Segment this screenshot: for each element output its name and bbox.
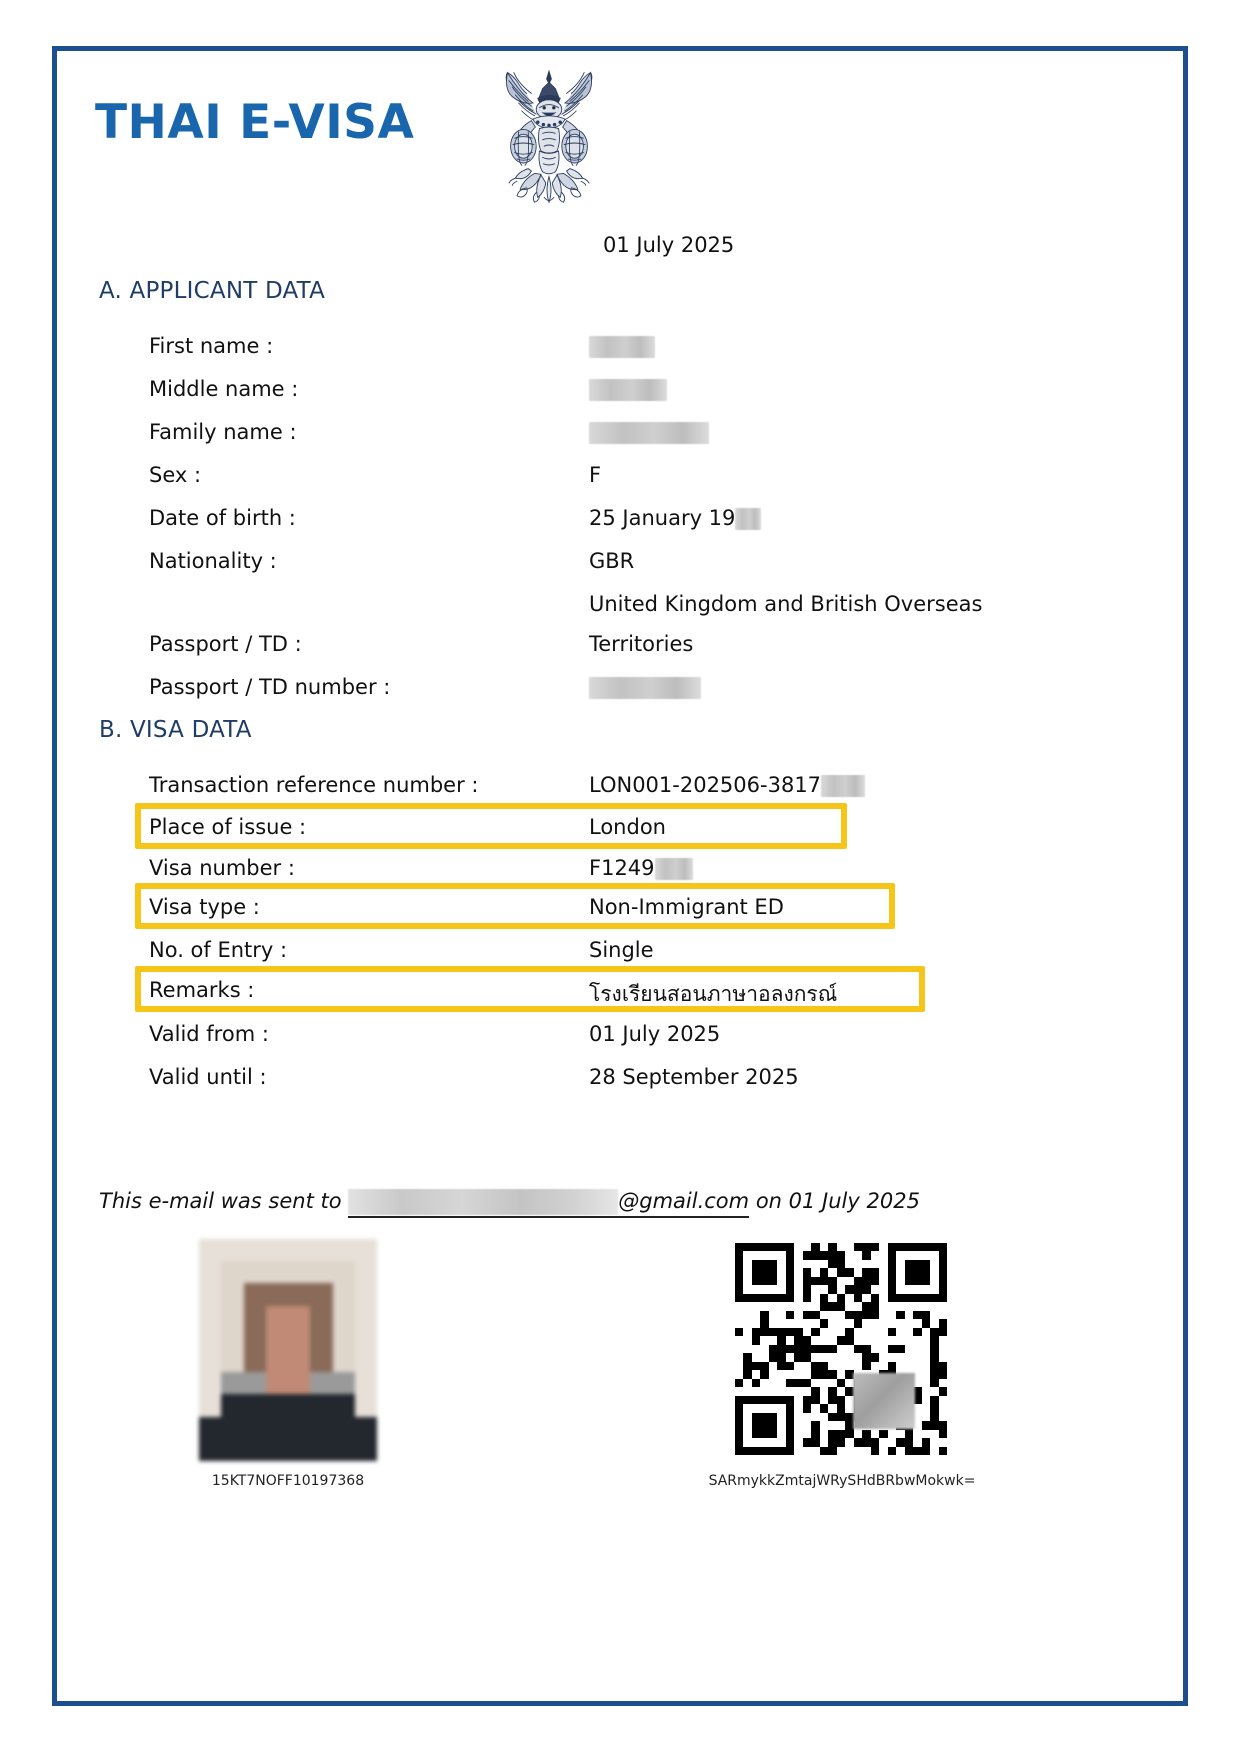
row-sex	[149, 455, 1129, 497]
page-title: THAI E-VISA	[95, 95, 415, 150]
row-valid-until	[149, 1057, 1129, 1099]
row-valid-from	[149, 1014, 1129, 1056]
label-valid-from: Valid from :	[149, 1022, 269, 1046]
row-passport-td-number	[149, 667, 1129, 709]
value-date-of-birth-text: 25 January 19	[589, 506, 736, 530]
redaction-block-email-local-part	[348, 1189, 618, 1215]
redaction-block-family-name	[589, 422, 709, 444]
email-address-link[interactable]	[348, 1189, 749, 1218]
row-place-of-issue	[149, 807, 1129, 849]
email-notice-prefix: This e-mail was sent to	[99, 1189, 342, 1213]
label-place-of-issue: Place of issue :	[149, 815, 307, 839]
qr-caption: SARmykkZmtajWRySHdBRbwMokwk=	[708, 1473, 976, 1489]
value-valid-from: 01 July 2025	[589, 1022, 721, 1046]
value-first-name	[589, 334, 655, 358]
value-visa-number-text: F1249	[589, 856, 655, 880]
value-sex: F	[589, 463, 602, 487]
redaction-block-transaction-reference	[821, 775, 865, 797]
value-date-of-birth	[589, 506, 761, 530]
row-first-name	[149, 326, 1129, 368]
qr-code-modules	[735, 1243, 947, 1455]
value-transaction-reference-number	[589, 773, 865, 797]
row-visa-number	[149, 848, 1129, 890]
label-date-of-birth: Date of birth :	[149, 506, 296, 530]
label-remarks: Remarks :	[149, 978, 255, 1002]
value-passport-td-number	[589, 675, 701, 699]
redaction-block-visa-number	[655, 858, 693, 880]
row-country-name-line1	[149, 584, 1129, 626]
redaction-block-first-name	[589, 336, 655, 358]
garuda-emblem-icon	[469, 63, 629, 223]
label-passport-td-number: Passport / TD number :	[149, 675, 391, 699]
visa-document-frame	[52, 46, 1188, 1706]
email-sent-notice	[99, 1189, 920, 1218]
redaction-block-passport-number	[589, 677, 701, 699]
section-heading-visa-data: B. VISA DATA	[99, 717, 252, 743]
value-middle-name	[589, 377, 667, 401]
value-valid-until: 28 September 2025	[589, 1065, 799, 1089]
qr-code[interactable]	[735, 1243, 947, 1455]
row-family-name	[149, 412, 1129, 454]
label-first-name: First name :	[149, 334, 274, 358]
value-place-of-issue: London	[589, 815, 666, 839]
row-no-of-entry	[149, 930, 1129, 972]
value-nationality: GBR	[589, 549, 635, 573]
applicant-photo	[199, 1239, 377, 1461]
value-visa-number	[589, 856, 693, 880]
label-sex: Sex :	[149, 463, 202, 487]
redaction-block-birth-year	[735, 508, 761, 530]
label-visa-type: Visa type :	[149, 895, 260, 919]
value-visa-type: Non-Immigrant ED	[589, 895, 784, 919]
row-transaction-reference-number	[149, 765, 1129, 807]
label-family-name: Family name :	[149, 420, 297, 444]
issue-date: 01 July 2025	[603, 233, 735, 257]
row-passport-td	[149, 624, 1129, 666]
document-header	[57, 51, 1183, 226]
redaction-block-middle-name	[589, 379, 667, 401]
label-nationality: Nationality :	[149, 549, 277, 573]
label-passport-td: Passport / TD :	[149, 632, 302, 656]
qr-redaction-block	[853, 1373, 915, 1429]
row-visa-type	[149, 887, 1129, 929]
section-heading-applicant-data: A. APPLICANT DATA	[99, 278, 326, 304]
email-notice-suffix: on 01 July 2025	[755, 1189, 920, 1213]
visa-document-body	[57, 51, 1183, 1701]
label-no-of-entry: No. of Entry :	[149, 938, 288, 962]
value-family-name	[589, 420, 709, 444]
value-no-of-entry: Single	[589, 938, 654, 962]
label-visa-number: Visa number :	[149, 856, 295, 880]
email-domain-text: @gmail.com	[618, 1189, 750, 1213]
value-country-line1: United Kingdom and British Overseas	[589, 592, 983, 616]
value-country-line2: Territories	[589, 632, 694, 656]
row-nationality	[149, 541, 1129, 583]
photo-caption: 15KT7NOFF10197368	[211, 1473, 365, 1489]
label-transaction-reference-number: Transaction reference number :	[149, 773, 479, 797]
label-middle-name: Middle name :	[149, 377, 299, 401]
value-remarks: โรงเรียนสอนภาษาอลงกรณ์	[589, 982, 838, 1006]
value-transaction-reference-text: LON001-202506-3817	[589, 773, 822, 797]
row-middle-name	[149, 369, 1129, 411]
label-valid-until: Valid until :	[149, 1065, 267, 1089]
row-date-of-birth	[149, 498, 1129, 540]
applicant-photo-pixels	[199, 1239, 377, 1461]
row-remarks	[149, 970, 1129, 1012]
